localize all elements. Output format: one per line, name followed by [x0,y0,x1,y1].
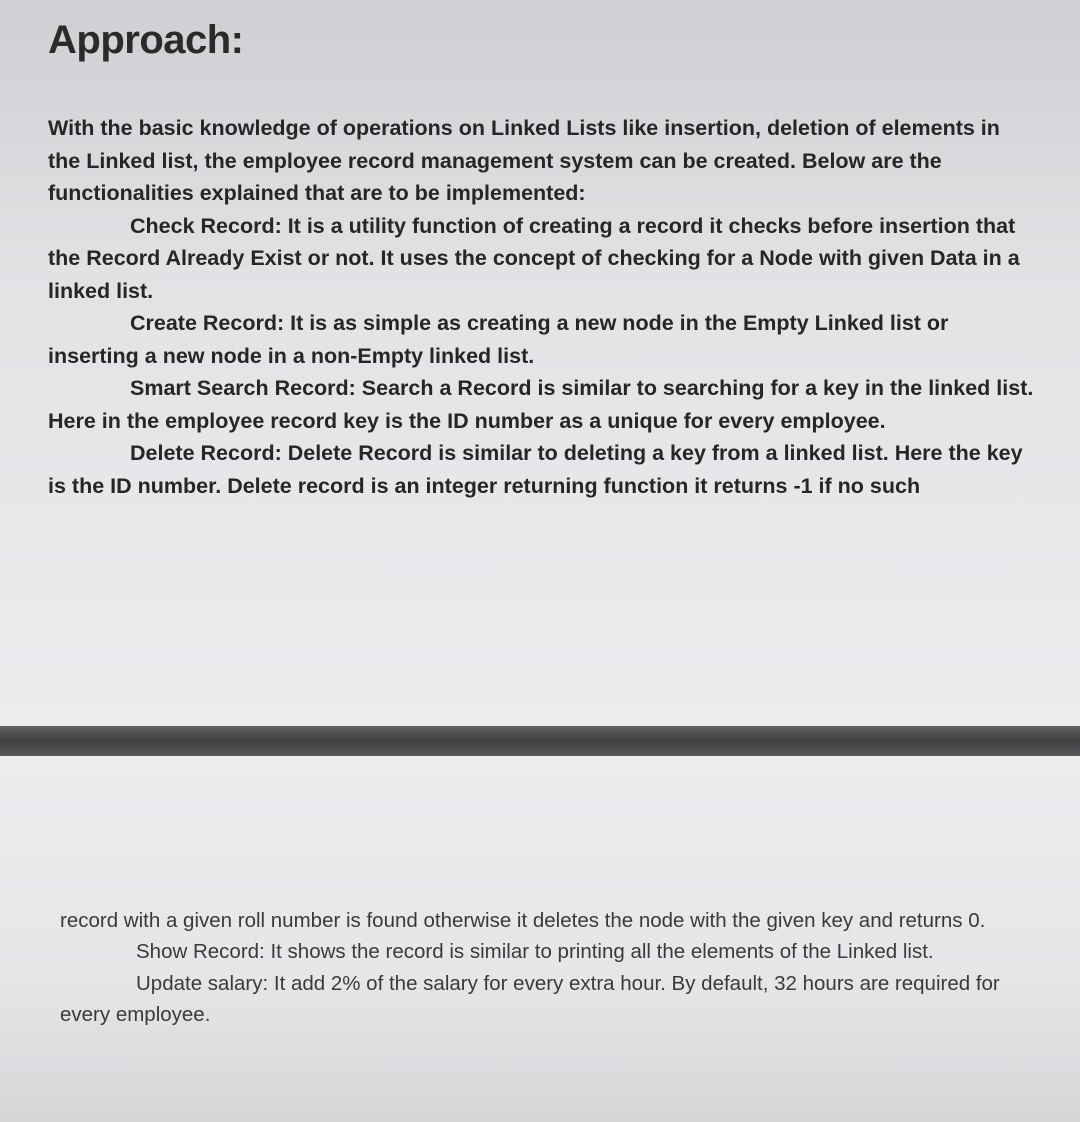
approach-text-block [48,112,1038,502]
create-record-paragraph: Create Record: It is as simple as creating a new node in the Empty Linked list or inserting a new node in a non-Empty linked list. [48,311,949,368]
smart-search-paragraph: Smart Search Record: Search a Record is similar to searching for a key in the linked list. Here in the employee record key is the ID number as a unique for every employee. [48,376,1034,433]
page-title: Approach: [48,18,244,62]
delete-record-continuation: record with a given roll number is found otherwise it deletes the node with the given key and returns 0. [60,909,986,932]
continuation-text-block [60,906,1040,1030]
intro-paragraph: With the basic knowledge of operations on Linked Lists like insertion, deletion of elements in the Linked list, the employee record management system can be created. Below are the functionalities explained that are to be implemented: [48,116,1000,205]
update-salary-paragraph: Update salary: It add 2% of the salary for every extra hour. By default, 32 hours are required for every employee. [60,972,1000,1026]
check-record-paragraph: Check Record: It is a utility function of creating a record it checks before insertion that the Record Already Exist or not. It uses the concept of checking for a Node with given Data in a linked list. [48,213,1020,303]
show-record-paragraph: Show Record: It shows the record is similar to printing all the elements of the Linked list. [136,939,934,963]
delete-record-paragraph: Delete Record: Delete Record is similar to deleting a key from a linked list. Here the key is the ID number. Delete record is an integer returning function it returns -1 if no such [48,441,1023,498]
page-divider-bar [0,726,1080,756]
